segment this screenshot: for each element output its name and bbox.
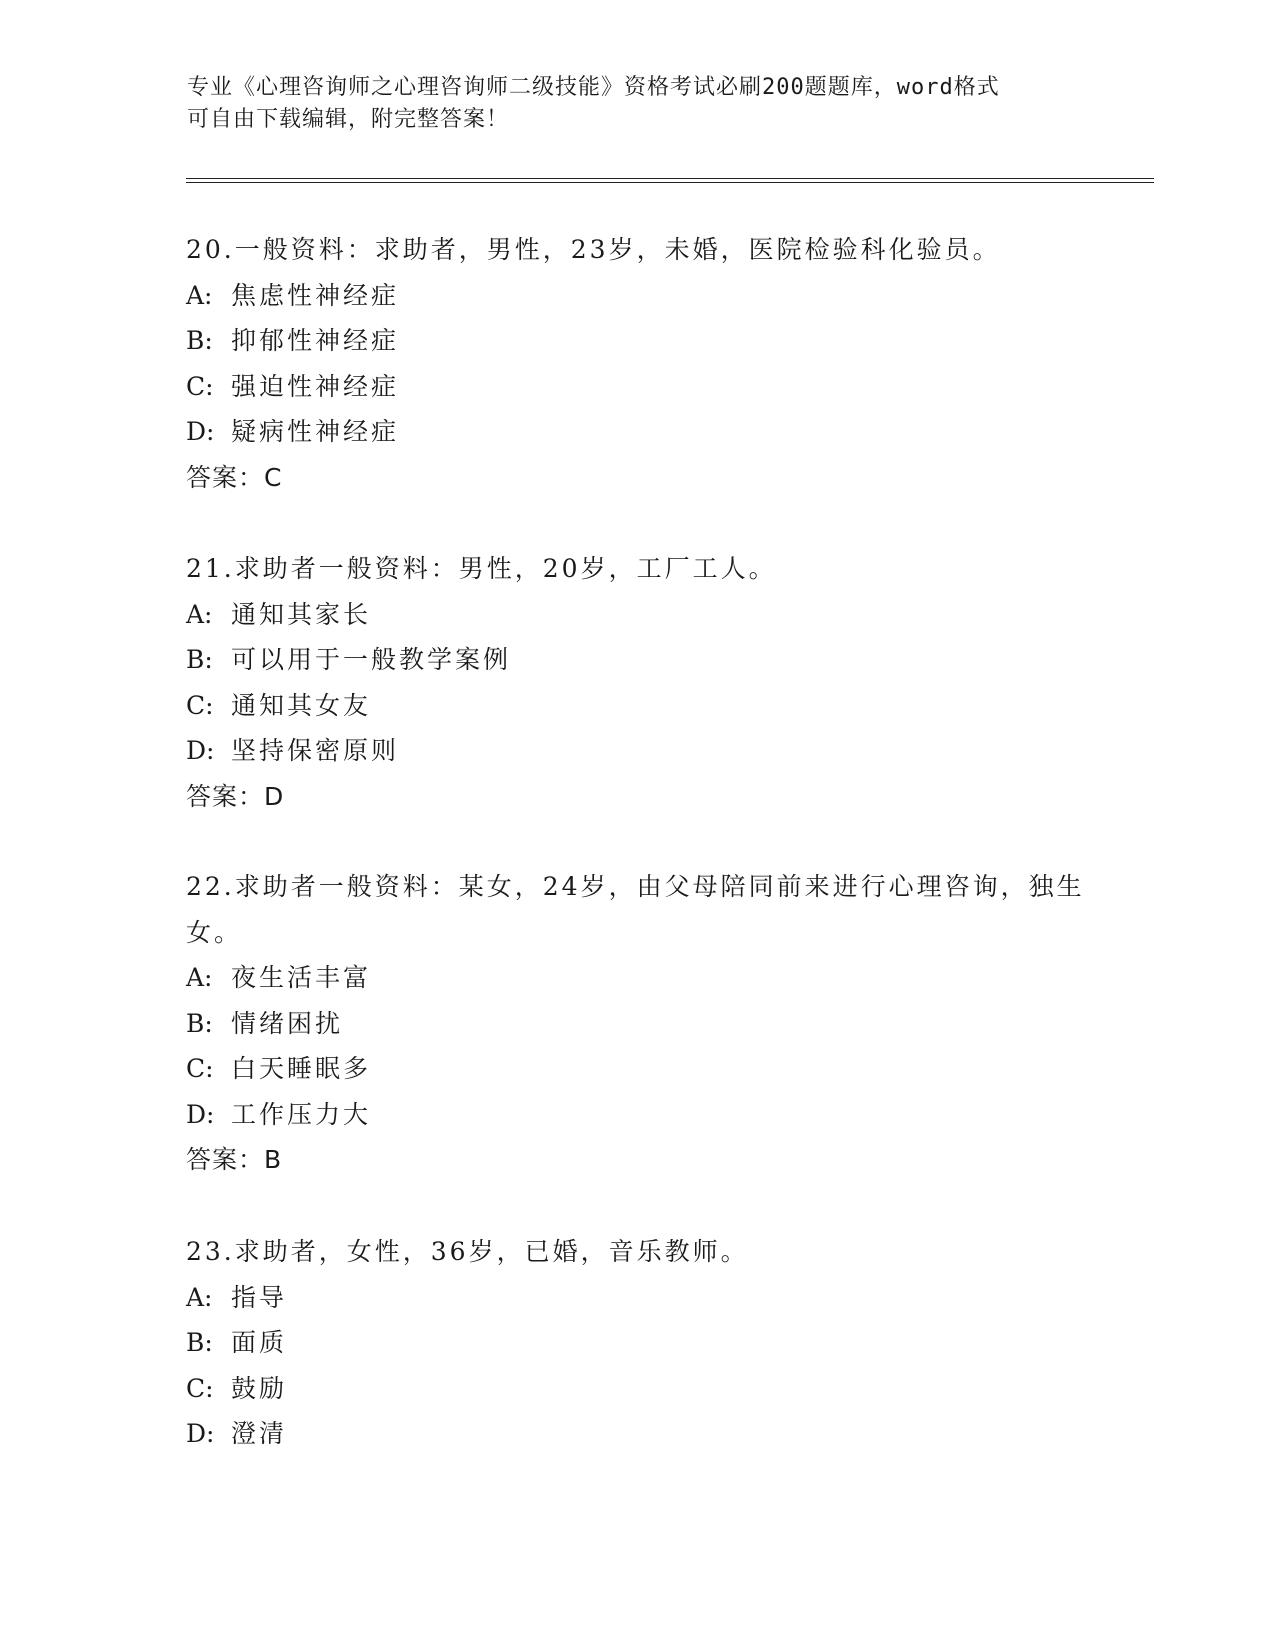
- question-23: [186, 1229, 1106, 1457]
- option-text: 情绪困扰: [231, 1008, 344, 1038]
- option-c: [186, 1366, 1106, 1412]
- answer-text: 答案：C: [186, 462, 283, 492]
- option-d: [186, 728, 1106, 774]
- option-key: D:: [186, 736, 215, 765]
- question-stem: 21.求助者一般资料：男性，20岁，工厂工人。: [186, 554, 777, 583]
- option-text: 可以用于一般教学案例: [231, 645, 512, 674]
- question-21: [186, 546, 1106, 819]
- option-a: [186, 273, 1106, 319]
- option-key: A:: [186, 963, 213, 992]
- option-text: 抑郁性神经症: [231, 326, 400, 355]
- option-d: [186, 1411, 1106, 1457]
- answer-text: 答案：D: [186, 781, 285, 811]
- option-text: 通知其女友: [231, 690, 372, 720]
- header-line-2: 可自由下载编辑，附完整答案！: [187, 107, 510, 132]
- header-divider-top: [186, 178, 1154, 179]
- option-key: B:: [186, 1328, 213, 1357]
- option-c: [186, 683, 1106, 729]
- option-text: 通知其家长: [231, 599, 372, 629]
- option-c: [186, 364, 1106, 410]
- option-key: B:: [186, 645, 213, 674]
- option-text: 面质: [231, 1328, 288, 1357]
- option-b: [186, 318, 1106, 364]
- document-header: [187, 72, 1087, 136]
- option-text: 澄清: [231, 1419, 288, 1448]
- option-key: A:: [186, 280, 213, 310]
- option-d: [186, 1092, 1106, 1138]
- option-c: [186, 1046, 1106, 1092]
- header-divider-bottom: [186, 182, 1154, 183]
- option-b: [186, 1320, 1106, 1366]
- option-key: C:: [186, 1054, 214, 1083]
- option-text: 强迫性神经症: [231, 371, 400, 401]
- option-d: [186, 409, 1106, 455]
- option-text: 白天睡眠多: [231, 1054, 372, 1083]
- option-key: A:: [186, 1282, 213, 1312]
- question-22: [186, 864, 1106, 1183]
- option-key: C:: [186, 1373, 214, 1403]
- option-text: 工作压力大: [231, 1099, 372, 1129]
- option-key: A:: [186, 599, 213, 629]
- option-text: 疑病性神经症: [231, 417, 400, 446]
- option-key: B:: [186, 326, 213, 355]
- option-text: 坚持保密原则: [231, 736, 400, 765]
- answer-text: 答案：B: [186, 1145, 283, 1174]
- option-text: 焦虑性神经症: [231, 280, 400, 310]
- question-stem: 20.一般资料：求助者，男性，23岁，未婚，医院检验科化验员。: [186, 235, 1001, 264]
- header-line-1: 专业《心理咨询师之心理咨询师二级技能》资格考试必刷200题题库，word格式: [187, 75, 1000, 100]
- option-key: D:: [186, 1419, 215, 1448]
- option-key: D:: [186, 417, 215, 446]
- option-key: C:: [186, 371, 214, 401]
- option-a: [186, 1275, 1106, 1321]
- option-text: 鼓励: [231, 1373, 288, 1403]
- option-a: [186, 592, 1106, 638]
- question-20: [186, 227, 1106, 500]
- option-key: D:: [186, 1099, 215, 1129]
- option-a: [186, 955, 1106, 1001]
- option-key: C:: [186, 690, 214, 720]
- question-stem: 22.求助者一般资料：某女，24岁，由父母陪同前来进行心理咨询，独生女。: [186, 872, 1085, 947]
- option-text: 夜生活丰富: [231, 963, 372, 992]
- question-stem: 23.求助者，女性，36岁，已婚，音乐教师。: [186, 1237, 749, 1266]
- option-b: [186, 637, 1106, 683]
- option-text: 指导: [231, 1282, 288, 1312]
- option-b: [186, 1001, 1106, 1047]
- option-key: B:: [186, 1008, 213, 1038]
